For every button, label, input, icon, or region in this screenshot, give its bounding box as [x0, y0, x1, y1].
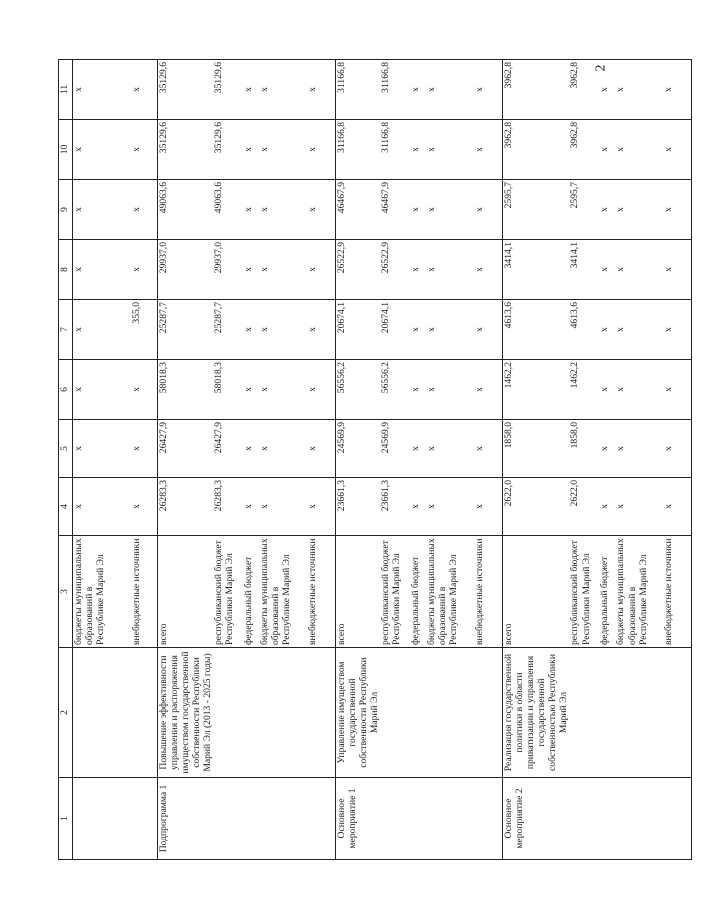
amount-cell: x	[599, 300, 615, 360]
amount-cell: x	[599, 60, 615, 120]
funding-source-cell: внебюджетные источники	[474, 536, 503, 648]
amount-cell: x	[615, 60, 663, 120]
section-code-cell	[73, 778, 132, 860]
amount-cell: 1858,0	[569, 420, 599, 478]
section-name-cell	[426, 648, 474, 778]
amount-cell: x	[131, 360, 158, 420]
amount-cell: x	[259, 60, 307, 120]
table-row	[73, 60, 132, 860]
amount-cell: x	[131, 478, 158, 536]
amount-cell: 35129,6	[158, 60, 214, 120]
section-name-cell	[243, 648, 259, 778]
amount-cell: x	[307, 240, 336, 300]
amount-cell: x	[663, 478, 692, 536]
amount-cell: x	[410, 60, 426, 120]
amount-cell: 31166,8	[336, 60, 381, 120]
section-code-cell	[380, 778, 410, 860]
funding-source-cell: всего	[503, 536, 570, 648]
amount-cell: x	[73, 60, 132, 120]
amount-cell: x	[259, 478, 307, 536]
amount-cell: x	[474, 180, 503, 240]
amount-cell: 2595,7	[503, 180, 570, 240]
section-name-cell	[259, 648, 307, 778]
funding-source-cell: всего	[336, 536, 381, 648]
amount-cell: x	[615, 420, 663, 478]
column-header: 6	[59, 360, 73, 420]
section-code-cell	[307, 778, 336, 860]
amount-cell: x	[73, 300, 132, 360]
amount-cell: 3962,8	[569, 60, 599, 120]
amount-cell: 56556,2	[336, 360, 381, 420]
amount-cell: x	[243, 478, 259, 536]
funding-source-cell: федеральный бюджет	[410, 536, 426, 648]
rotated-table-container	[58, 60, 728, 860]
amount-cell: x	[663, 300, 692, 360]
amount-cell: 58018,3	[158, 360, 214, 420]
amount-cell: 46467,9	[380, 180, 410, 240]
amount-cell: x	[410, 420, 426, 478]
column-header: 8	[59, 240, 73, 300]
amount-cell: 23661,3	[336, 478, 381, 536]
amount-cell: 25287,7	[158, 300, 214, 360]
column-header: 4	[59, 478, 73, 536]
amount-cell: 26427,9	[158, 420, 214, 478]
page-number: 2	[593, 64, 609, 72]
amount-cell: x	[307, 180, 336, 240]
section-code-cell	[213, 778, 243, 860]
amount-cell: x	[410, 240, 426, 300]
amount-cell: x	[243, 300, 259, 360]
table-row	[569, 60, 599, 860]
amount-cell: x	[663, 420, 692, 478]
amount-cell: x	[410, 180, 426, 240]
amount-cell: x	[615, 478, 663, 536]
amount-cell: x	[131, 240, 158, 300]
amount-cell: 26283,3	[158, 478, 214, 536]
table-row	[307, 60, 336, 860]
funding-source-cell: республиканский бюджет Республики Марий Эл	[569, 536, 599, 648]
amount-cell: x	[307, 360, 336, 420]
amount-cell: x	[131, 60, 158, 120]
table-row	[599, 60, 615, 860]
amount-cell: 20674,1	[336, 300, 381, 360]
amount-cell: 35129,6	[213, 60, 243, 120]
amount-cell: x	[307, 120, 336, 180]
amount-cell: 2595,7	[569, 180, 599, 240]
column-header: 2	[59, 648, 73, 778]
amount-cell: x	[663, 360, 692, 420]
amount-cell: x	[599, 478, 615, 536]
column-header: 5	[59, 420, 73, 478]
amount-cell: x	[259, 300, 307, 360]
table-row	[243, 60, 259, 860]
section-code-cell	[599, 778, 615, 860]
table-row	[410, 60, 426, 860]
section-name-cell	[599, 648, 615, 778]
amount-cell: 3962,8	[503, 120, 570, 180]
amount-cell: x	[599, 180, 615, 240]
amount-cell: x	[599, 420, 615, 478]
amount-cell: x	[307, 60, 336, 120]
amount-cell: 24569,9	[380, 420, 410, 478]
funding-source-cell: федеральный бюджет	[599, 536, 615, 648]
amount-cell: x	[243, 240, 259, 300]
amount-cell: 4613,6	[569, 300, 599, 360]
amount-cell: 3414,1	[569, 240, 599, 300]
section-code-cell	[259, 778, 307, 860]
amount-cell: x	[243, 180, 259, 240]
section-name-cell	[307, 648, 336, 778]
table-row	[503, 60, 570, 860]
amount-cell: 35129,6	[158, 120, 214, 180]
amount-cell: 29937,0	[158, 240, 214, 300]
funding-source-cell: республиканский бюджет Республики Марий Эл	[213, 536, 243, 648]
amount-cell: x	[307, 300, 336, 360]
amount-cell: x	[474, 300, 503, 360]
amount-cell: x	[663, 180, 692, 240]
table-row	[131, 60, 158, 860]
amount-cell: x	[615, 300, 663, 360]
amount-cell: x	[615, 240, 663, 300]
section-name-cell	[213, 648, 243, 778]
amount-cell: 23661,3	[380, 478, 410, 536]
amount-cell: x	[259, 240, 307, 300]
column-header: 11	[59, 60, 73, 120]
amount-cell: 29937,0	[213, 240, 243, 300]
amount-cell: 3962,8	[503, 60, 570, 120]
amount-cell: x	[599, 120, 615, 180]
amount-cell: x	[73, 180, 132, 240]
section-name-cell: Управление имуществом государственной собственности Республики Марий Эл	[336, 648, 381, 778]
section-code-cell	[474, 778, 503, 860]
amount-cell: x	[410, 300, 426, 360]
amount-cell: x	[474, 420, 503, 478]
amount-cell: x	[131, 120, 158, 180]
funding-source-cell: республиканский бюджет Республики Марий Эл	[380, 536, 410, 648]
amount-cell: x	[410, 360, 426, 420]
section-code-cell	[615, 778, 663, 860]
amount-cell: x	[426, 120, 474, 180]
amount-cell: x	[663, 120, 692, 180]
section-code-cell	[243, 778, 259, 860]
amount-cell: 26283,3	[213, 478, 243, 536]
amount-cell: x	[259, 180, 307, 240]
amount-cell: x	[131, 180, 158, 240]
amount-cell: 25287,7	[213, 300, 243, 360]
amount-cell: x	[73, 120, 132, 180]
table-row	[426, 60, 474, 860]
amount-cell: x	[73, 420, 132, 478]
amount-cell: 1462,2	[503, 360, 570, 420]
amount-cell: x	[474, 360, 503, 420]
amount-cell: 31166,8	[380, 120, 410, 180]
amount-cell: 58018,3	[213, 360, 243, 420]
section-code-cell	[663, 778, 692, 860]
amount-cell: 1858,0	[503, 420, 570, 478]
budget-table	[58, 59, 692, 860]
column-header: 10	[59, 120, 73, 180]
section-name-cell	[73, 648, 132, 778]
amount-cell: 49063,6	[213, 180, 243, 240]
amount-cell: x	[663, 60, 692, 120]
funding-source-cell: внебюджетные источники	[131, 536, 158, 648]
funding-source-cell: внебюджетные источники	[307, 536, 336, 648]
section-name-cell	[569, 648, 599, 778]
amount-cell: x	[259, 360, 307, 420]
amount-cell: x	[243, 420, 259, 478]
amount-cell: x	[243, 60, 259, 120]
amount-cell: 26522,9	[380, 240, 410, 300]
amount-cell: x	[426, 300, 474, 360]
amount-cell: x	[410, 120, 426, 180]
amount-cell: x	[410, 478, 426, 536]
column-header: 1	[59, 778, 73, 860]
column-header: 9	[59, 180, 73, 240]
table-row	[259, 60, 307, 860]
amount-cell: x	[426, 420, 474, 478]
funding-source-cell: бюджеты муниципальных образований в Республике Марий Эл	[73, 536, 132, 648]
amount-cell: x	[243, 360, 259, 420]
amount-cell: x	[615, 360, 663, 420]
amount-cell: 2622,0	[569, 478, 599, 536]
amount-cell: x	[307, 420, 336, 478]
section-code-cell	[410, 778, 426, 860]
amount-cell: x	[426, 240, 474, 300]
amount-cell: x	[73, 240, 132, 300]
column-header: 7	[59, 300, 73, 360]
amount-cell: x	[426, 60, 474, 120]
amount-cell: x	[259, 120, 307, 180]
section-code-cell	[426, 778, 474, 860]
funding-source-cell: всего	[158, 536, 214, 648]
section-name-cell	[380, 648, 410, 778]
section-name-cell	[131, 648, 158, 778]
amount-cell: 3414,1	[503, 240, 570, 300]
amount-cell: x	[474, 240, 503, 300]
amount-cell: x	[474, 478, 503, 536]
section-code-cell: Подпрограмма 1	[158, 778, 214, 860]
section-code-cell	[569, 778, 599, 860]
amount-cell: x	[599, 240, 615, 300]
section-name-cell	[663, 648, 692, 778]
amount-cell: 56556,2	[380, 360, 410, 420]
amount-cell: 24569,9	[336, 420, 381, 478]
amount-cell: x	[474, 60, 503, 120]
amount-cell: 26522,9	[336, 240, 381, 300]
table-row	[158, 60, 214, 860]
amount-cell: x	[599, 360, 615, 420]
amount-cell: 46467,9	[336, 180, 381, 240]
amount-cell: 4613,6	[503, 300, 570, 360]
section-code-cell	[131, 778, 158, 860]
amount-cell: 1462,2	[569, 360, 599, 420]
amount-cell: x	[73, 478, 132, 536]
section-name-cell: Повышение эффективности управления и распоряжения имуществом государственной собственности Республики Марий Эл (2013 - 2025 годы)	[158, 648, 214, 778]
amount-cell: x	[615, 120, 663, 180]
section-name-cell	[410, 648, 426, 778]
amount-cell: 31166,8	[336, 120, 381, 180]
amount-cell: x	[131, 420, 158, 478]
table-row	[336, 60, 381, 860]
amount-cell: x	[243, 120, 259, 180]
amount-cell: 49063,6	[158, 180, 214, 240]
funding-source-cell: бюджеты муниципальных образований в Республике Марий Эл	[615, 536, 663, 648]
section-name-cell	[615, 648, 663, 778]
amount-cell: 3962,8	[569, 120, 599, 180]
amount-cell: x	[426, 180, 474, 240]
amount-cell: 26427,9	[213, 420, 243, 478]
amount-cell: 2622,0	[503, 478, 570, 536]
funding-source-cell: бюджеты муниципальных образований в Республике Марий Эл	[259, 536, 307, 648]
funding-source-cell: внебюджетные источники	[663, 536, 692, 648]
header-row	[59, 60, 73, 860]
table-row	[663, 60, 692, 860]
section-code-cell: Основное мероприятие 1	[336, 778, 381, 860]
column-header: 3	[59, 536, 73, 648]
section-code-cell: Основное мероприятие 2	[503, 778, 570, 860]
section-name-cell	[474, 648, 503, 778]
table-row	[474, 60, 503, 860]
amount-cell: 20674,1	[380, 300, 410, 360]
table-row	[615, 60, 663, 860]
amount-cell: x	[259, 420, 307, 478]
amount-cell: x	[307, 478, 336, 536]
amount-cell: 35129,6	[213, 120, 243, 180]
funding-source-cell: федеральный бюджет	[243, 536, 259, 648]
funding-source-cell: бюджеты муниципальных образований в Республике Марий Эл	[426, 536, 474, 648]
table-row	[213, 60, 243, 860]
section-name-cell: Реализация государственной политики в области приватизации и управления государственной собственностью Республики Марий Эл	[503, 648, 570, 778]
amount-cell: x	[615, 180, 663, 240]
table-row	[380, 60, 410, 860]
amount-cell: x	[474, 120, 503, 180]
amount-cell: 31166,8	[380, 60, 410, 120]
amount-cell: x	[73, 360, 132, 420]
amount-cell: x	[663, 240, 692, 300]
amount-cell: x	[426, 478, 474, 536]
amount-cell: 355,0	[131, 300, 158, 360]
amount-cell: x	[426, 360, 474, 420]
